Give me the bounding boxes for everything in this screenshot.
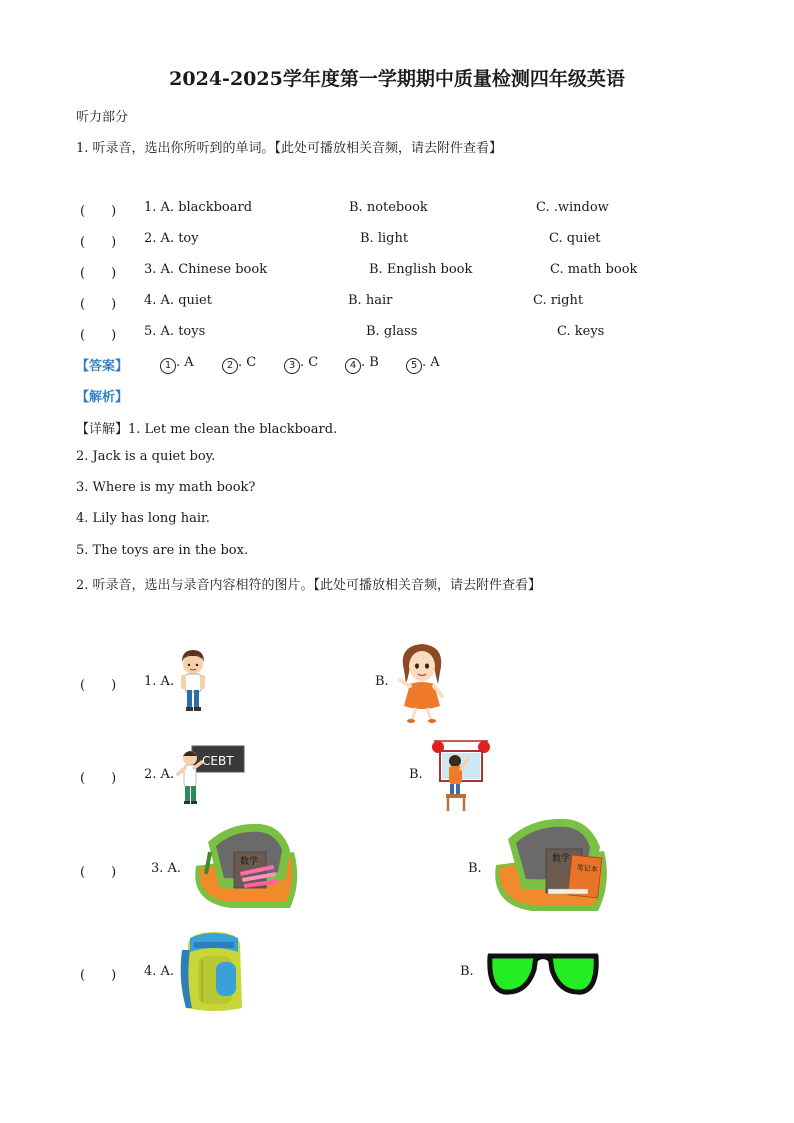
answer-5 (406, 355, 440, 374)
answer-blank[interactable]: ( ) (80, 968, 117, 983)
option-a: 5. A. toys (144, 324, 206, 339)
detail-line-1 (76, 418, 337, 437)
option-c: C. keys (557, 324, 605, 339)
book-label: 数学 (240, 857, 259, 867)
option-b: B. light (360, 231, 409, 246)
answer-blank[interactable]: ( ) (80, 865, 117, 880)
detail-line-5: 5. The toys are in the box. (76, 543, 249, 558)
answer-value: . A (422, 355, 440, 370)
answer-blank[interactable]: ( ) (80, 678, 117, 693)
detail-text: 1. Let me clean the blackboard. (128, 422, 338, 437)
option-b: B. English book (369, 262, 473, 277)
answer-label: 【答案】 (76, 359, 129, 374)
section-heading: 听力部分 (76, 110, 129, 125)
answer-4 (345, 355, 379, 374)
option-b: B. notebook (349, 200, 428, 215)
answer-blank[interactable]: ( ) (80, 328, 117, 343)
schoolbag-open-image (190, 822, 304, 912)
option-a: 4. A. (144, 964, 175, 979)
schoolbag-books-image (490, 817, 616, 917)
answer-value: . C (238, 355, 257, 370)
page-title: 2024-2025学年度第一学期期中质量检测四年级英语 (169, 68, 625, 90)
girl-image (396, 640, 448, 724)
option-a: 3. A. Chinese book (144, 262, 268, 277)
option-b: B. (375, 674, 389, 689)
window-image (428, 737, 494, 813)
book-label: 数学 (552, 854, 571, 864)
answer-blank[interactable]: ( ) (80, 771, 117, 786)
analysis-label: 【解析】 (76, 390, 129, 405)
option-b: B. glass (366, 324, 418, 339)
option-b: B. hair (348, 293, 393, 308)
boy-image (176, 648, 210, 712)
option-c: C. quiet (549, 231, 601, 246)
circled-number: 4 (345, 358, 361, 374)
detail-line-3: 3. Where is my math book? (76, 480, 256, 495)
answer-blank[interactable]: ( ) (80, 204, 117, 219)
option-a: 1. A. blackboard (144, 200, 253, 215)
blackboard-image (176, 740, 248, 806)
option-b: B. (460, 964, 474, 979)
sunglasses-image (486, 948, 600, 1000)
answer-value: . C (300, 355, 319, 370)
answer-value: . B (361, 355, 379, 370)
option-c: C. math book (550, 262, 638, 277)
option-b: B. (409, 767, 423, 782)
answer-2 (222, 355, 256, 374)
option-a: 3. A. (151, 861, 182, 876)
answer-value: . A (176, 355, 194, 370)
detail-line-2: 2. Jack is a quiet boy. (76, 449, 216, 464)
option-c: C. right (533, 293, 584, 308)
option-c: C. .window (536, 200, 609, 215)
backpack-image (180, 930, 246, 1014)
answer-blank[interactable]: ( ) (80, 235, 117, 250)
circled-number: 3 (284, 358, 300, 374)
circled-number: 2 (222, 358, 238, 374)
question-2-prompt: 2. 听录音，选出与录音内容相符的图片。【此处可播放相关音频，请去附件查看】 (76, 578, 542, 593)
option-a: 4. A. quiet (144, 293, 212, 308)
notebook-label: 笔记本 (576, 863, 599, 874)
detail-line-4: 4. Lily has long hair. (76, 511, 210, 526)
detail-label: 【详解】 (76, 422, 129, 437)
circled-number: 1 (160, 358, 176, 374)
answer-blank[interactable]: ( ) (80, 297, 117, 312)
option-a: 2. A. toy (144, 231, 199, 246)
answer-blank[interactable]: ( ) (80, 266, 117, 281)
question-1-prompt: 1. 听录音，选出你所听到的单词。【此处可播放相关音频，请去附件查看】 (76, 141, 503, 156)
option-a: 1. A. (144, 674, 175, 689)
circled-number: 5 (406, 358, 422, 374)
option-a: 2. A. (144, 767, 175, 782)
blackboard-text: CEBT (202, 754, 234, 768)
answer-3 (284, 355, 318, 374)
answer-1 (160, 355, 194, 374)
option-b: B. (468, 861, 482, 876)
